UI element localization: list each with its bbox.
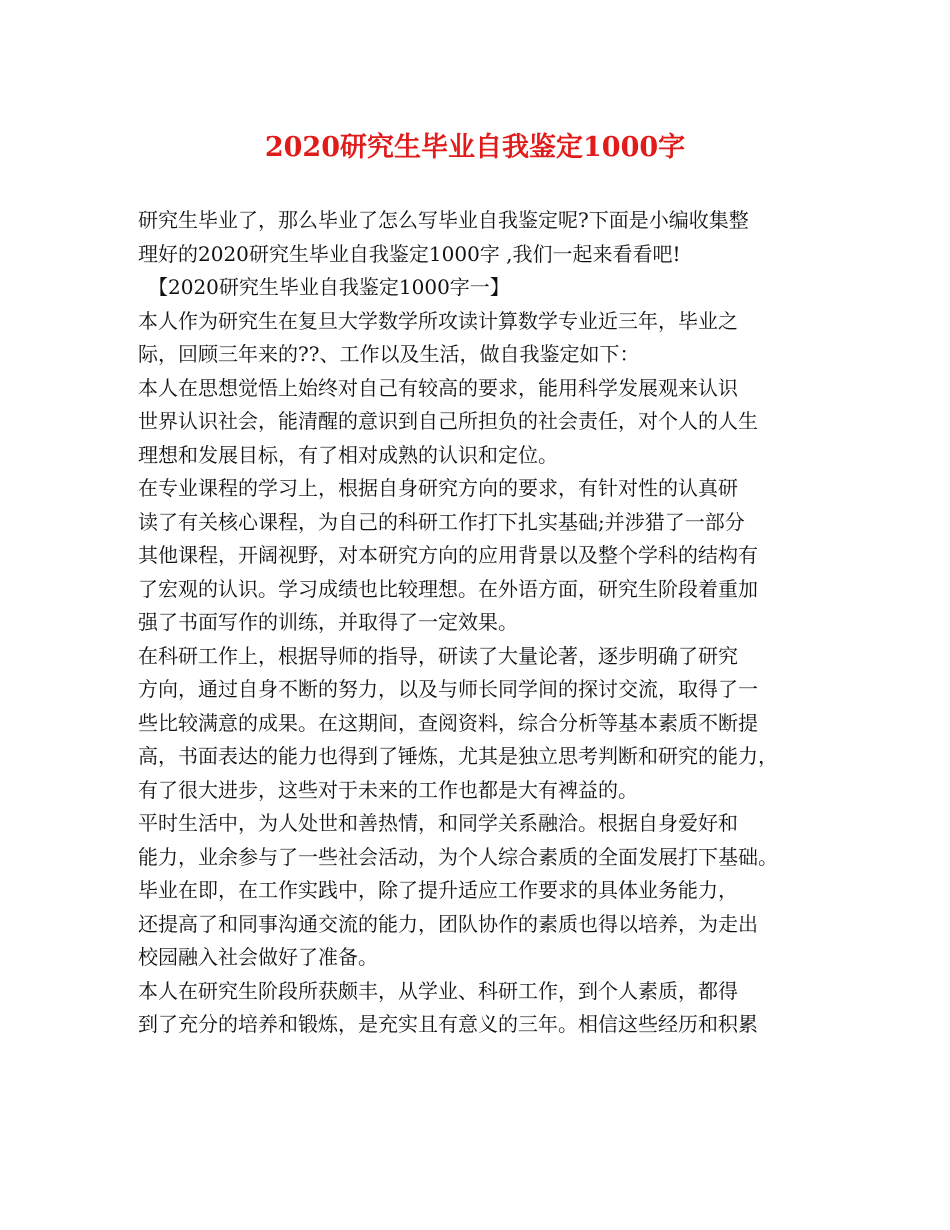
- body-line: 有了很大进步，这些对于未来的工作也都是大有裨益的。: [138, 777, 638, 802]
- body-line: 本人在研究生阶段所获颇丰，从学业、科研工作，到个人素质，都得: [138, 978, 738, 1003]
- body-line: 研究生毕业了，那么毕业了怎么写毕业自我鉴定呢?下面是小编收集整: [138, 208, 749, 232]
- body-line: 高，书面表达的能力也得到了锤炼，尤其是独立思考判断和研究的能力，: [138, 744, 778, 768]
- body-line: 际，回顾三年来的??、工作以及生活，做自我鉴定如下：: [138, 342, 640, 366]
- body-line: 在专业课程的学习上，根据自身研究方向的要求，有针对性的认真研: [138, 476, 738, 500]
- body-line: 平时生活中，为人处世和善热情，和同学关系融洽。根据自身爱好和: [138, 811, 738, 835]
- document-title: 2020研究生毕业自我鉴定1000字: [264, 132, 686, 163]
- body-line: 强了书面写作的训练，并取得了一定效果。: [138, 610, 518, 634]
- body-line: 能力，业余参与了一些社会活动，为个人综合素质的全面发展打下基础。: [138, 844, 778, 869]
- body-line: 本人作为研究生在复旦大学数学所攻读计算数学专业近三年，毕业之: [138, 308, 738, 333]
- body-line: 些比较满意的成果。在这期间，查阅资料，综合分析等基本素质不断提: [138, 710, 758, 735]
- body-line: 其他课程，开阔视野，对本研究方向的应用背景以及整个学科的结构有: [138, 543, 758, 567]
- body-line: 本人在思想觉悟上始终对自己有较高的要求，能用科学发展观来认识: [138, 375, 738, 400]
- body-line: 毕业在即，在工作实践中，除了提升适应工作要求的具体业务能力，: [138, 878, 738, 902]
- body-line: 还提高了和同事沟通交流的能力，团队协作的素质也得以培养，为走出: [138, 911, 758, 936]
- body-line: 【2020研究生毕业自我鉴定1000字一】: [138, 275, 510, 299]
- body-line: 理想和发展目标，有了相对成熟的认识和定位。: [138, 442, 558, 467]
- body-line: 读了有关核心课程，为自己的科研工作打下扎实基础;并涉猎了一部分: [138, 509, 745, 534]
- body-line: 理好的2020研究生毕业自我鉴定1000字 ,我们一起来看看吧!: [138, 241, 681, 266]
- body-line: 校园融入社会做好了准备。: [138, 945, 378, 969]
- body-line: 到了充分的培养和锻炼，是充实且有意义的三年。相信这些经历和积累: [138, 1012, 758, 1036]
- body-line: 了宏观的认识。学习成绩也比较理想。在外语方面，研究生阶段着重加: [138, 576, 758, 601]
- body-line: 在科研工作上，根据导师的指导，研读了大量论著，逐步明确了研究: [138, 643, 738, 668]
- body-line: 方向，通过自身不断的努力，以及与师长同学间的探讨交流，取得了一: [138, 677, 758, 701]
- body-line: 世界认识社会，能清醒的意识到自己所担负的社会责任，对个人的人生: [138, 409, 758, 433]
- document-body: [138, 204, 814, 1042]
